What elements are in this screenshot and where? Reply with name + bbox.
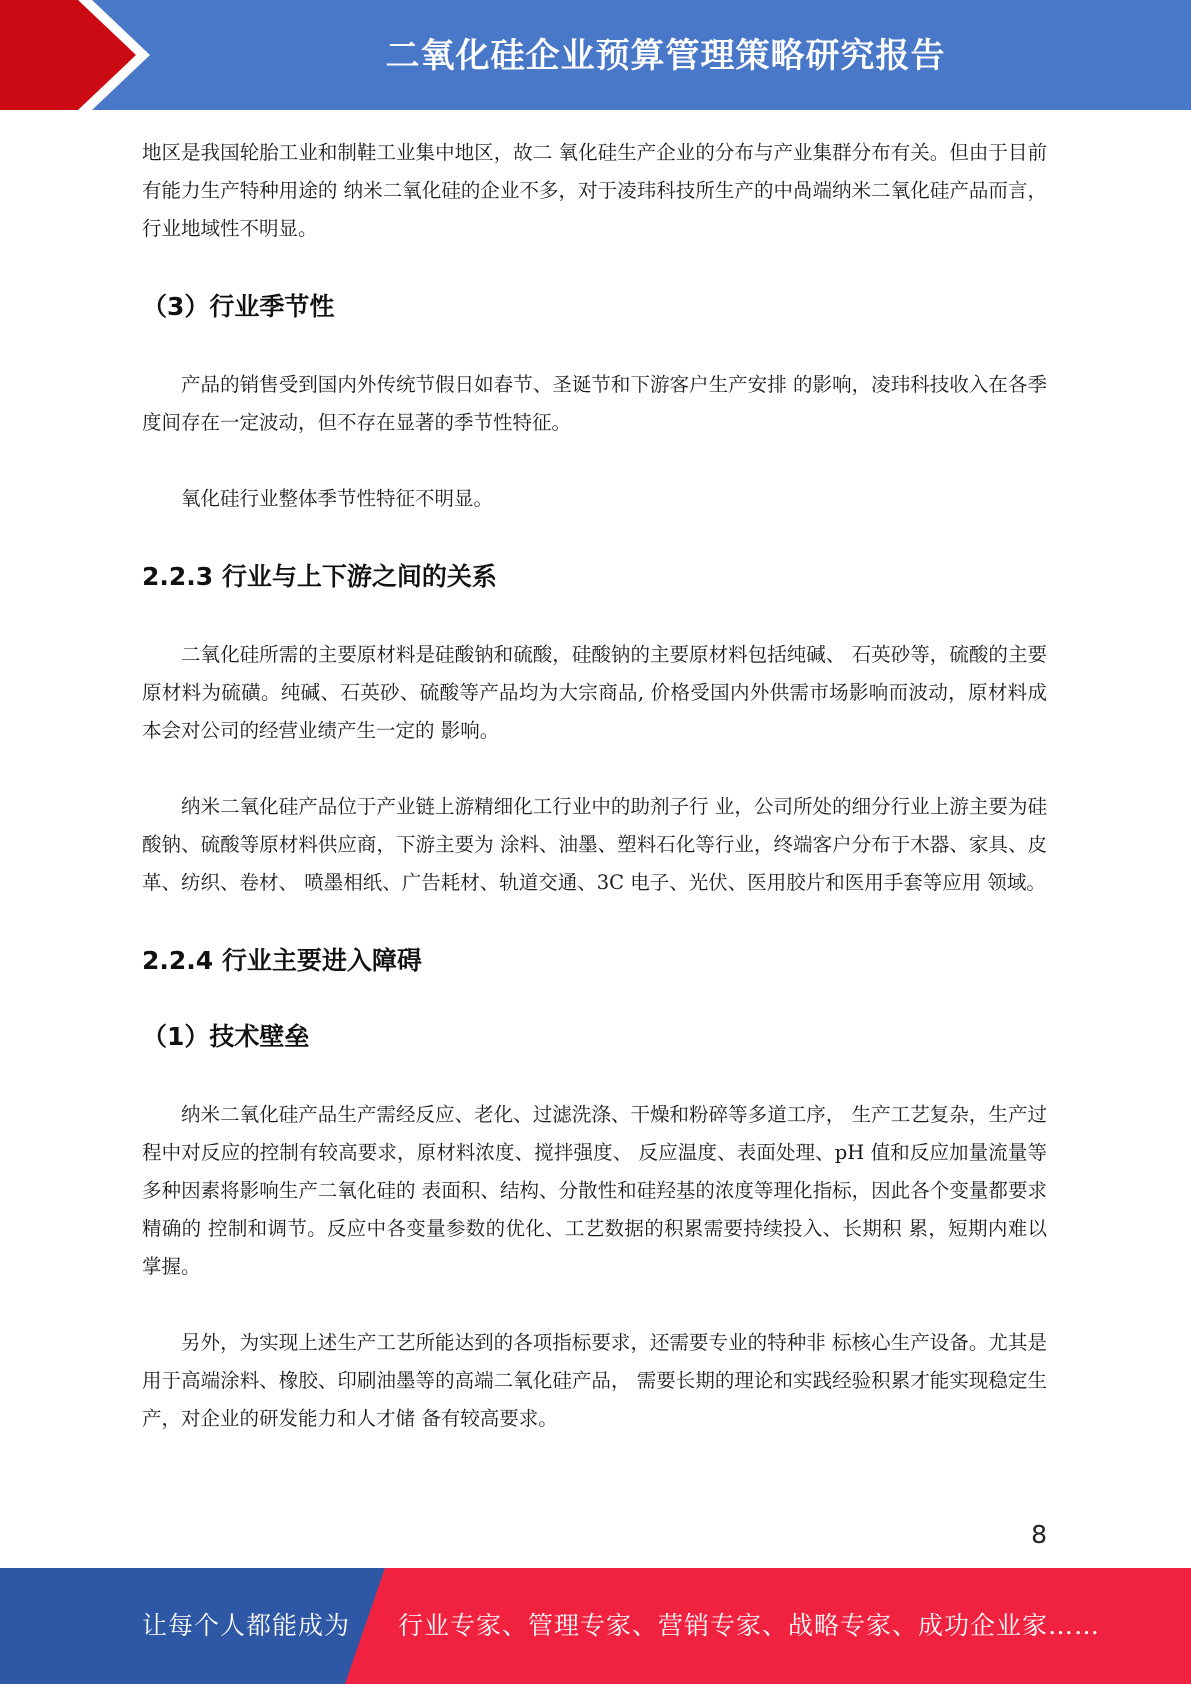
footer-slogan-right: 行业专家、管理专家、营销专家、战略专家、成功企业家…… [398, 1611, 1101, 1640]
heading-technical-barrier: （1）技术壁垒 [142, 1022, 310, 1051]
paragraph-seasonality-sales: 产品的销售受到国内外传统节假日如春节、圣诞节和下游客户生产安排 的影响，凌玮科技收入在各季度间存在一定波动，但不存在显著的季节性特征。 [142, 373, 1047, 434]
footer-slogan-left: 让每个人都能成为 [142, 1611, 351, 1640]
page-number: 8 [1031, 1520, 1047, 1549]
report-title: 二氧化硅企业预算管理策略研究报告 [385, 36, 946, 76]
footer-banner [0, 1568, 1191, 1684]
heading-upstream-downstream: 2.2.3 行业与上下游之间的关系 [142, 562, 497, 591]
paragraph-industry-chain: 纳米二氧化硅产品位于产业链上游精细化工行业中的助剂子行 业，公司所处的细分行业上游主要为硅酸钠、硫酸等原材料供应商，下游主要为 涂料、油墨、塑料石化等行业，终端客户分布于木器、家具、皮革、纺织、卷材、 喷墨相纸、广告耗材、轨道交通、3C 电子、光伏、医用胶片和医用手套等应用 领域。 [142, 795, 1047, 894]
paragraph-production-process: 纳米二氧化硅产品生产需经反应、老化、过滤洗涤、干燥和粉碎等多道工序， 生产工艺复杂，生产过程中对反应的控制有较高要求，原材料浓度、搅拌强度、 反应温度、表面处理、pH 值和反应加量流量等多种因素将影响生产二氧化硅的 表面积、结构、分散性和硅羟基的浓度等理化指标，因此各个变量都要求精确的 控制和调节。反应中各变量参数的优化、工艺数据的积累需要持续投入、长期积 累，短期内难以掌握。 [142, 1103, 1047, 1278]
paragraph-regional: 地区是我国轮胎工业和制鞋工业集中地区，故二 氧化硅生产企业的分布与产业集群分布有关。但由于目前有能力生产特种用途的 纳米二氧化硅的企业不多，对于凌玮科技所生产的中咼端纳米二氧化硅产品而言， 行业地域性不明显。 [142, 141, 1047, 240]
header-banner [0, 0, 1191, 110]
paragraph-equipment-requirements: 另外，为实现上述生产工艺所能达到的各项指标要求，还需要专业的特种非 标核心生产设备。尤其是用于高端涂料、橡胶、印刷油墨等的高端二氧化硅产品， 需要长期的理论和实践经验积累才能实现稳定生产，对企业的研发能力和人才储 备有较高要求。 [142, 1331, 1047, 1430]
page-body [142, 134, 1047, 1438]
heading-seasonality: （3）行业季节性 [142, 292, 335, 321]
paragraph-raw-materials: 二氧化硅所需的主要原材料是硅酸钠和硫酸，硅酸钠的主要原材料包括纯碱、 石英砂等，硫酸的主要原材料为硫磺。纯碱、石英砂、硫酸等产品均为大宗商品, 价格受国内外供需市场影响而波动，原材料成本会对公司的经营业绩产生一定的 影响。 [142, 643, 1047, 742]
heading-entry-barriers: 2.2.4 行业主要进入障碍 [142, 946, 422, 975]
paragraph-seasonality-summary: 氧化硅行业整体季节性特征不明显。 [181, 487, 494, 510]
